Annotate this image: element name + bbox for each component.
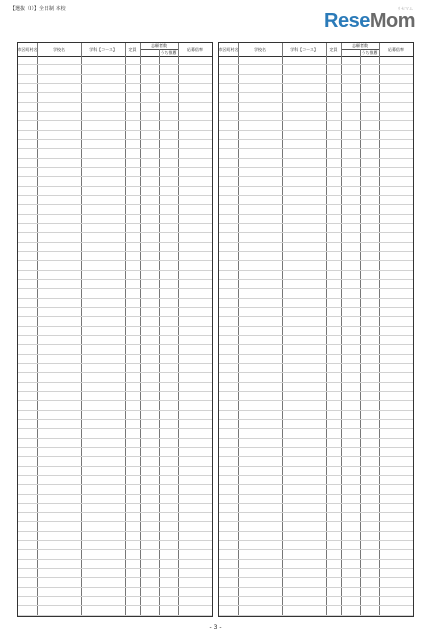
results-table-left	[17, 42, 213, 617]
table-row	[219, 560, 413, 569]
table-row	[18, 299, 212, 308]
table-row	[219, 355, 413, 364]
table-row	[219, 420, 413, 429]
table-row	[219, 196, 413, 205]
table-row	[219, 373, 413, 382]
table-row	[18, 261, 212, 270]
table-row	[18, 597, 212, 606]
table-row	[219, 606, 413, 615]
col-capacity: 定員	[128, 46, 137, 52]
table-row	[18, 364, 212, 373]
table-row	[18, 336, 212, 345]
table-row	[18, 560, 212, 569]
table-row	[219, 224, 413, 233]
table-row	[18, 569, 212, 578]
table-row	[18, 65, 212, 74]
table-row	[18, 205, 212, 214]
table-row	[219, 65, 413, 74]
table-row	[219, 523, 413, 532]
table-row	[219, 131, 413, 140]
table-row	[219, 550, 413, 559]
table-row	[219, 271, 413, 280]
results-table-right	[218, 42, 414, 617]
table-row	[18, 168, 212, 177]
table-row	[219, 336, 413, 345]
table-row	[219, 215, 413, 224]
table-row	[18, 457, 212, 466]
table-row	[18, 504, 212, 513]
table-row	[219, 513, 413, 522]
table-row	[18, 401, 212, 410]
table-row	[219, 187, 413, 196]
table-row	[18, 532, 212, 541]
table-row	[219, 448, 413, 457]
table-row	[18, 93, 212, 102]
table-row	[219, 429, 413, 438]
table-row	[219, 541, 413, 550]
table-row	[219, 121, 413, 130]
table-row	[18, 177, 212, 186]
table-row	[219, 401, 413, 410]
table-row	[219, 317, 413, 326]
table-row	[219, 588, 413, 597]
table-row	[219, 439, 413, 448]
table-row	[219, 345, 413, 354]
table-row	[18, 75, 212, 84]
table-row	[18, 392, 212, 401]
table-row	[18, 578, 212, 587]
table-row	[219, 504, 413, 513]
table-row	[18, 280, 212, 289]
col-school: 学校名	[254, 46, 266, 52]
table-header	[219, 43, 413, 57]
col-capacity: 定員	[329, 46, 338, 52]
document-header: 【選抜（Ⅰ）】全日制 本校	[10, 6, 66, 12]
table-row	[18, 485, 212, 494]
table-row	[18, 149, 212, 158]
table-row	[18, 383, 212, 392]
table-row	[219, 252, 413, 261]
table-row	[18, 252, 212, 261]
table-row	[18, 84, 212, 93]
table-row	[18, 355, 212, 364]
table-row	[18, 56, 212, 65]
logo-subtitle: リセマム	[397, 6, 413, 11]
table-row	[219, 457, 413, 466]
table-row	[18, 243, 212, 252]
table-row	[219, 205, 413, 214]
table-row	[18, 420, 212, 429]
table-row	[18, 224, 212, 233]
table-row	[18, 476, 212, 485]
table-row	[18, 411, 212, 420]
table-row	[18, 159, 212, 168]
table-row	[18, 429, 212, 438]
table-row	[18, 215, 212, 224]
table-row	[219, 159, 413, 168]
col-department: 学科【コース】	[89, 46, 117, 52]
table-row	[18, 271, 212, 280]
table-row	[219, 495, 413, 504]
table-row	[219, 578, 413, 587]
col-recommended: うち推薦	[160, 49, 177, 55]
resemom-logo	[324, 11, 415, 31]
logo-text-primary: Rese	[324, 10, 370, 32]
table-row	[219, 308, 413, 317]
table-row	[219, 485, 413, 494]
table-row	[18, 606, 212, 615]
table-row	[18, 373, 212, 382]
table-row	[18, 187, 212, 196]
col-ratio: 応募倍率	[388, 46, 404, 52]
logo-text-secondary: Mom	[369, 10, 415, 32]
col-municipality: 市区町村名	[219, 46, 238, 52]
table-row	[219, 532, 413, 541]
col-department: 学科【コース】	[290, 46, 318, 52]
col-ratio: 応募倍率	[187, 46, 203, 52]
table-row	[219, 112, 413, 121]
table-row	[219, 392, 413, 401]
table-row	[18, 541, 212, 550]
page-number: - 3 -	[209, 624, 222, 631]
table-row	[18, 131, 212, 140]
table-row	[219, 289, 413, 298]
table-row	[219, 177, 413, 186]
table-row	[219, 168, 413, 177]
table-row	[18, 523, 212, 532]
table-row	[18, 196, 212, 205]
col-applicants: 志願者数	[352, 43, 368, 48]
table-row	[18, 317, 212, 326]
table-row	[219, 233, 413, 242]
table-row	[18, 448, 212, 457]
table-row	[219, 597, 413, 606]
table-row	[219, 383, 413, 392]
table-row	[219, 327, 413, 336]
table-row	[219, 261, 413, 270]
col-school: 学校名	[53, 46, 65, 52]
table-row	[219, 467, 413, 476]
table-row	[18, 103, 212, 112]
table-row	[18, 121, 212, 130]
table-row	[219, 56, 413, 65]
col-applicants: 志願者数	[151, 43, 167, 48]
table-header	[18, 43, 212, 57]
table-row	[219, 93, 413, 102]
table-row	[219, 280, 413, 289]
table-row	[219, 569, 413, 578]
table-row	[219, 75, 413, 84]
table-row	[18, 233, 212, 242]
table-row	[219, 476, 413, 485]
table-row	[18, 140, 212, 149]
table-row	[18, 345, 212, 354]
table-row	[18, 112, 212, 121]
table-row	[219, 411, 413, 420]
table-row	[18, 550, 212, 559]
table-row	[219, 140, 413, 149]
table-row	[18, 467, 212, 476]
table-row	[18, 308, 212, 317]
table-row	[18, 327, 212, 336]
table-row	[219, 149, 413, 158]
table-row	[219, 84, 413, 93]
col-recommended: うち推薦	[361, 49, 378, 55]
table-row	[219, 364, 413, 373]
table-row	[18, 439, 212, 448]
col-municipality: 市区町村名	[18, 46, 37, 52]
table-row	[219, 299, 413, 308]
table-row	[18, 289, 212, 298]
table-row	[18, 588, 212, 597]
table-row	[219, 103, 413, 112]
table-row	[18, 513, 212, 522]
table-row	[18, 495, 212, 504]
table-row	[219, 243, 413, 252]
